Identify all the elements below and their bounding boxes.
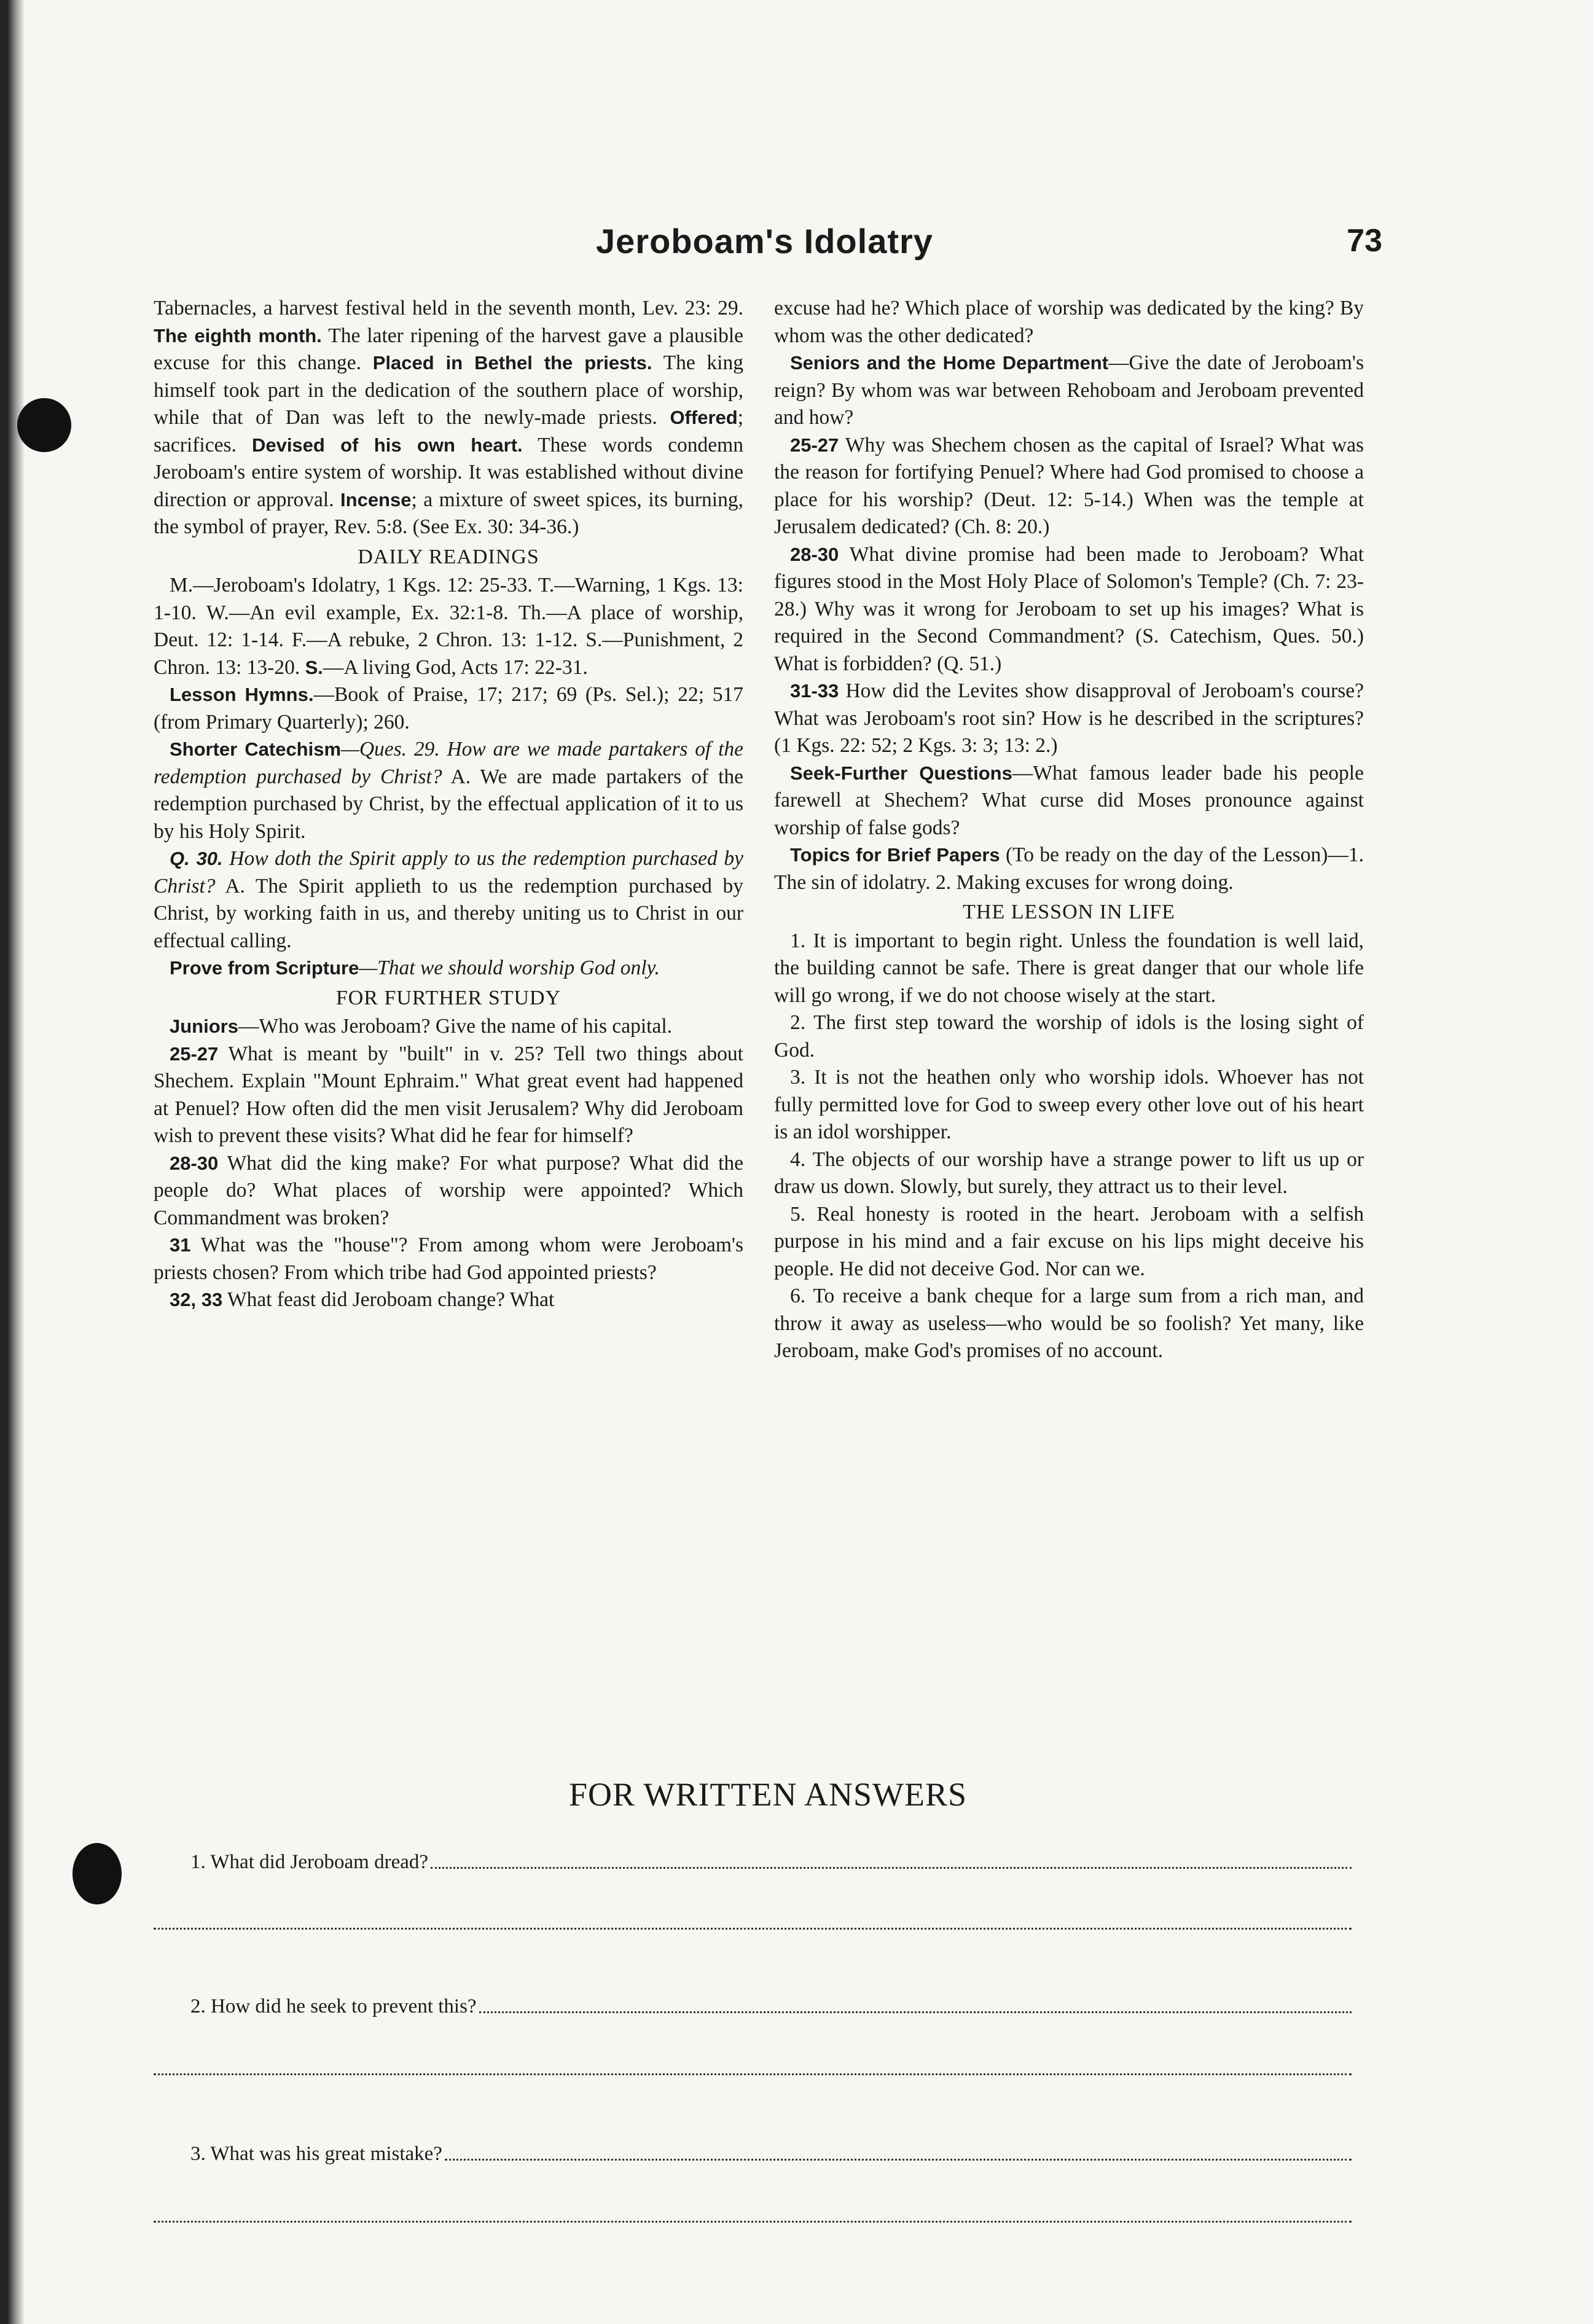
- running-head: [154, 209, 1382, 276]
- question-3: 3. What was his great mistake?: [190, 2143, 442, 2165]
- questions-25-27: 25-27 What is meant by "built" in v. 25? Tell two things about Shechem. Explain "Mount Ephraim." What great event had happened at Penuel? How often did the men visit Jerusalem? Why did Jeroboam wish to prevent these visits? What did he fear for himself?: [154, 1042, 743, 1147]
- answer-line-1[interactable]: [190, 1843, 1352, 1874]
- seniors-25-27: 25-27 Why was Shechem chosen as the capital of Israel? What was the reason for fortifying Penuel? Where had God promised to choose a place for his worship? (Deut. 12: 5-14.) When was the temple at Jerusalem dedicated? (Ch. 8: 20.): [774, 433, 1364, 538]
- punch-hole-top: [17, 398, 71, 452]
- seniors-questions: Seniors and the Home Department—Give the date of Jeroboam's reign? By whom was war between Rehoboam and Jeroboam prevented and how?: [774, 351, 1364, 429]
- answer-blank-line[interactable]: [154, 2073, 1352, 2075]
- answer-line-3[interactable]: [190, 2135, 1352, 2166]
- answer-blank-line[interactable]: [154, 2221, 1352, 2223]
- binding-edge: [0, 0, 25, 2324]
- right-column: [774, 295, 1364, 1757]
- left-column: [154, 295, 743, 1757]
- written-answers-heading: FOR WRITTEN ANSWERS: [568, 1776, 968, 1813]
- lesson-point-5: 5. Real honesty is rooted in the heart. Jeroboam with a selfish purpose in his mind and a fair excuse on his lips might deceive his people. He did not deceive God. Nor can we.: [774, 1202, 1364, 1280]
- answer-blank-line[interactable]: [154, 1928, 1352, 1930]
- lesson-in-life-heading: THE LESSON IN LIFE: [963, 901, 1175, 923]
- lesson-hymns: Lesson Hymns.—Book of Praise, 17; 217; 69 (Ps. Sel.); 22; 517 (from Primary Quarterly); 260.: [154, 683, 743, 734]
- lesson-point-4: 4. The objects of our worship have a strange power to lift us up or draw us down. Slowly, but surely, they attract us to their level.: [774, 1148, 1364, 1198]
- lesson-point-2: 2. The first step toward the worship of idols is the losing sight of God.: [774, 1011, 1364, 1062]
- page-number: 73: [1347, 223, 1382, 259]
- answer-dots: [479, 2011, 1352, 2013]
- answer-dots: [431, 1867, 1352, 1869]
- written-answers-section: [154, 1775, 1382, 2285]
- questions-31: 31 What was the "house"? From among whom were Jeroboam's priests chosen? From which tribe had God appointed priests?: [154, 1234, 743, 1284]
- answer-dots: [445, 2159, 1352, 2161]
- question-2: 2. How did he seek to prevent this?: [190, 1995, 477, 2017]
- topics-for-brief-papers: Topics for Brief Papers (To be ready on the day of the Lesson)—1. The sin of idolatry. 2. Making excuses for wrong doing.: [774, 843, 1364, 894]
- continued-questions: excuse had he? Which place of worship was dedicated by the king? By whom was the other dedicated?: [774, 297, 1364, 347]
- page: [154, 209, 1382, 2285]
- seniors-28-30: 28-30 What divine promise had been made to Jeroboam? What figures stood in the Most Holy Place of Solomon's Temple? (Ch. 7: 23-28.) Why was it wrong for Jeroboam to set up his images? What is required in the Second Commandment? (S. Catechism, Ques. 50.) What is forbidden? (Q. 51.): [774, 542, 1364, 675]
- daily-readings: M.—Jeroboam's Idolatry, 1 Kgs. 12: 25-33. T.—Warning, 1 Kgs. 13: 1-10. W.—An evil example, Ex. 32:1-8. Th.—A place of worship, Deut. 12: 1-14. F.—A rebuke, 2 Chron. 13: 1-12. S.—Punishment, 2 Chron. 13: 13-20. S.—A living God, Acts 17: 22-31.: [154, 574, 743, 679]
- notes-paragraph: Tabernacles, a harvest festival held in the seventh month, Lev. 23: 29. The eighth month. The later ripening of the harvest gave a plausible excuse for this change. Placed in Bethel the priests. The king himself took part in the dedication of the southern place of worship, while that of Dan was left to the newly-made priests. Offered; sacrifices. Devised of his own heart. These words condemn Jeroboam's entire system of worship. It was established without divine direction or approval. Incense; a mixture of sweet spices, its burning, the symbol of prayer, Rev. 5:8. (See Ex. 30: 34-36.): [154, 297, 743, 538]
- shorter-catechism-q30: Q. 30. How doth the Spirit apply to us the redemption purchased by Christ? A. The Spirit applieth to us the redemption purchased by Christ, by working faith in us, and thereby uniting us to Christ in our effectual calling.: [154, 847, 743, 952]
- lesson-point-1: 1. It is important to begin right. Unless the foundation is well laid, the building cannot be safe. There is great danger that our whole life will go wrong, if we do not choose wisely at the start.: [774, 929, 1364, 1007]
- questions-32-33: 32, 33 What feast did Jeroboam change? What: [170, 1288, 555, 1311]
- answer-line-2[interactable]: [190, 1987, 1352, 2018]
- juniors-questions: Juniors—Who was Jeroboam? Give the name of his capital.: [170, 1015, 673, 1038]
- shorter-catechism-q29: Shorter Catechism—Ques. 29. How are we made partakers of the redemption purchased by Christ? A. We are made partakers of the redemption purchased by Christ, by the effectual application of it to us by his Holy Spirit.: [154, 738, 743, 843]
- seniors-31-33: 31-33 How did the Levites show disapproval of Jeroboam's course? What was Jeroboam's root sin? How is he described in the scriptures? (1 Kgs. 22: 52; 2 Kgs. 3: 3; 13: 2.): [774, 679, 1364, 757]
- prove-from-scripture: Prove from Scripture—That we should worship God only.: [170, 957, 660, 979]
- punch-hole-bottom: [72, 1843, 122, 1904]
- page-title: Jeroboam's Idolatry: [596, 222, 933, 260]
- seek-further-questions: Seek-Further Questions—What famous leader bade his people farewell at Shechem? What curse did Moses pronounce against worship of false gods?: [774, 761, 1364, 839]
- lesson-point-3: 3. It is not the heathen only who worship idols. Whoever has not fully permitted love for God to sweep every other love out of his heart is an idol worshipper.: [774, 1066, 1364, 1143]
- questions-28-30: 28-30 What did the king make? For what purpose? What did the people do? What places of worship were appointed? Which Commandment was broken?: [154, 1151, 743, 1229]
- two-column-body: [154, 295, 1382, 1757]
- daily-readings-heading: DAILY READINGS: [358, 545, 539, 568]
- lesson-point-6: 6. To receive a bank cheque for a large sum from a rich man, and throw it away as useless—who would be so foolish? Yet many, like Jeroboam, make God's promises of no account.: [774, 1285, 1364, 1362]
- question-1: 1. What did Jeroboam dread?: [190, 1851, 429, 1873]
- further-study-heading: FOR FURTHER STUDY: [335, 986, 562, 1009]
